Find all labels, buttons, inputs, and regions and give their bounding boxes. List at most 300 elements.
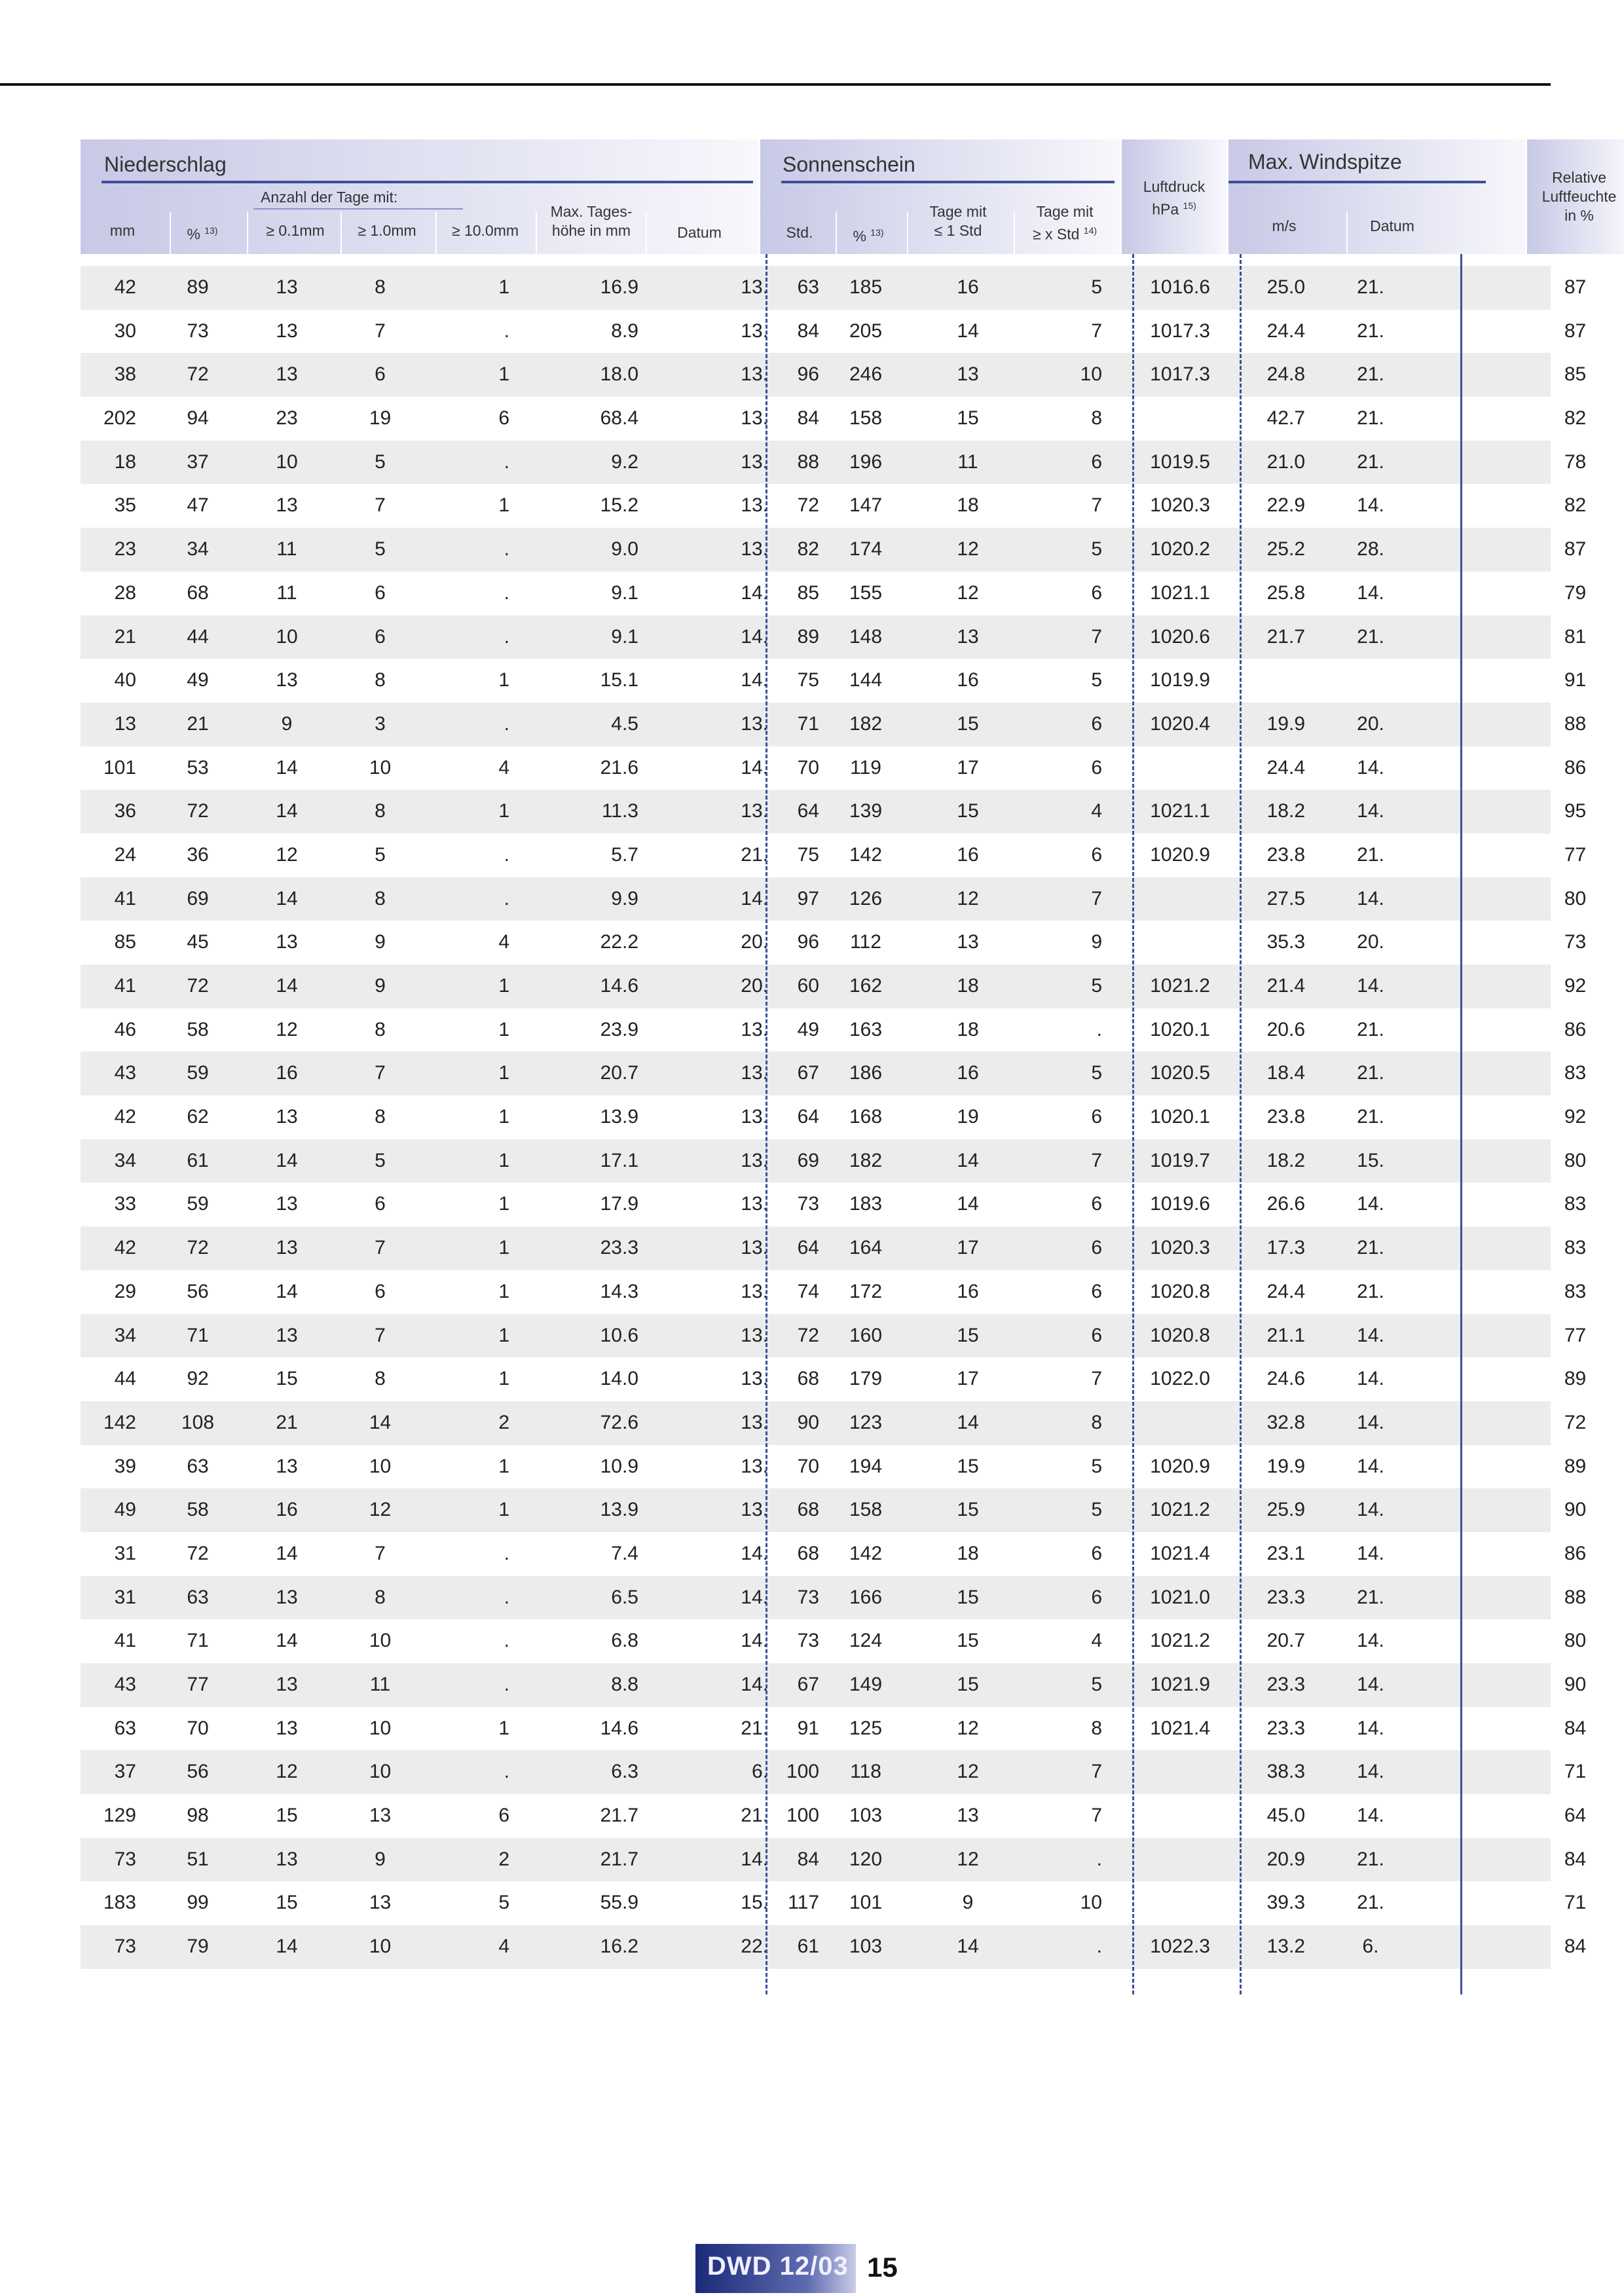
- cell-max-tageshoehe: 68.4: [600, 407, 638, 430]
- cell-tage-gexstd: 8: [1091, 1717, 1102, 1739]
- cell-mm: 129: [103, 1805, 136, 1827]
- group-title-windspitze: Max. Windspitze: [1248, 150, 1402, 174]
- cell-luftdruck: 1021.2: [1150, 1499, 1210, 1521]
- cell-mm: 31: [114, 1586, 136, 1608]
- cell-tage-le1std: 14: [957, 1936, 979, 1958]
- cell-tage-gexstd: 7: [1091, 1761, 1102, 1783]
- cell-tage-ge100: .: [504, 1586, 509, 1608]
- table-row: [81, 1838, 1587, 1882]
- cell-datum: 6.: [751, 1761, 768, 1783]
- cell-tage-gexstd: 7: [1091, 1805, 1102, 1827]
- cell-sonne-std: 73: [797, 1193, 819, 1215]
- table-row: [81, 572, 1587, 615]
- cell-tage-ge10: 10: [369, 1717, 392, 1739]
- cell-pct: 44: [187, 625, 209, 648]
- cell-wind-datum: 21.: [1357, 363, 1384, 386]
- cell-wind-datum: 14.: [1357, 887, 1384, 909]
- cell-tage-gexstd: 6: [1091, 1106, 1102, 1128]
- cell-sonne-pct: 139: [849, 800, 883, 822]
- cell-tage-ge01: 12: [276, 1761, 298, 1783]
- cell-pct: 21: [187, 712, 209, 735]
- cell-sonne-pct: 160: [849, 1324, 883, 1346]
- cell-wind-datum: 14.: [1357, 1717, 1384, 1739]
- cell-datum: 14.: [741, 1848, 768, 1870]
- cell-rel-feuchte: 84: [1564, 1848, 1587, 1870]
- cell-wind-ms: 25.9: [1266, 1499, 1305, 1521]
- cell-rel-feuchte: 85: [1564, 363, 1587, 386]
- cell-luftdruck: 1020.1: [1150, 1106, 1210, 1128]
- cell-wind-datum: 20.: [1357, 931, 1384, 953]
- group-title-sonnenschein: Sonnenschein: [783, 153, 915, 176]
- cell-max-tageshoehe: 15.1: [600, 669, 638, 691]
- cell-luftdruck: 1021.9: [1150, 1674, 1210, 1695]
- cell-tage-le1std: 14: [957, 320, 979, 342]
- cell-sonne-pct: 196: [849, 450, 883, 473]
- cell-sonne-std: 60: [797, 975, 819, 997]
- table-row: [81, 1663, 1587, 1707]
- cell-max-tageshoehe: 15.2: [600, 494, 638, 517]
- cell-max-tageshoehe: 8.8: [611, 1674, 638, 1695]
- cell-mm: 37: [114, 1761, 136, 1783]
- cell-sonne-std: 96: [797, 363, 819, 386]
- cell-tage-ge10: 10: [369, 1761, 392, 1783]
- cell-tage-ge01: 13: [276, 1193, 298, 1215]
- cell-tage-gexstd: 7: [1091, 1149, 1102, 1171]
- col-header-ms: m/s: [1272, 217, 1297, 234]
- table-row: [81, 1008, 1587, 1052]
- cell-tage-ge100: 1: [498, 494, 509, 517]
- cell-rel-feuchte: 81: [1564, 625, 1587, 648]
- cell-pct: 69: [187, 887, 209, 909]
- cell-datum: 22.: [741, 1936, 768, 1958]
- cell-tage-ge01: 14: [276, 756, 298, 779]
- cell-rel-feuchte: 87: [1564, 276, 1587, 298]
- cell-mm: 202: [103, 407, 136, 430]
- cell-wind-datum: 21.: [1357, 1280, 1384, 1302]
- cell-luftdruck: 1021.1: [1150, 581, 1210, 604]
- cell-sonne-pct: 182: [849, 712, 883, 735]
- header-divider: [170, 211, 171, 254]
- cell-tage-ge100: .: [504, 887, 509, 909]
- dwd-issue-mark: DWD 12/03: [707, 2252, 849, 2281]
- cell-datum: 21.: [741, 1805, 768, 1827]
- cell-max-tageshoehe: 8.9: [611, 320, 638, 342]
- cell-tage-ge10: 14: [369, 1411, 392, 1433]
- cell-max-tageshoehe: 9.1: [611, 581, 638, 604]
- cell-tage-le1std: 11: [957, 450, 978, 473]
- cell-pct: 58: [187, 1018, 209, 1040]
- cell-mm: 38: [114, 363, 136, 386]
- cell-datum: 13.: [741, 276, 768, 298]
- cell-max-tageshoehe: 14.6: [600, 975, 638, 997]
- cell-tage-ge100: 1: [498, 363, 509, 386]
- cell-pct: 108: [181, 1411, 215, 1433]
- cell-tage-ge10: 8: [375, 800, 386, 822]
- cell-rel-feuchte: 91: [1564, 669, 1587, 691]
- cell-wind-ms: 13.2: [1266, 1936, 1305, 1958]
- cell-max-tageshoehe: 17.9: [600, 1193, 638, 1215]
- cell-datum: 13.: [741, 1149, 768, 1171]
- cell-wind-ms: 20.7: [1266, 1630, 1305, 1652]
- cell-tage-ge10: 10: [369, 756, 392, 779]
- cell-sonne-std: 89: [797, 625, 819, 648]
- cell-tage-ge10: 7: [375, 494, 386, 517]
- cell-pct: 34: [187, 538, 209, 560]
- cell-sonne-std: 68: [797, 1499, 819, 1521]
- cell-tage-gexstd: 7: [1091, 1368, 1102, 1390]
- cell-datum: 13.: [741, 712, 768, 735]
- cell-pct: 68: [187, 581, 209, 604]
- cell-tage-ge100: 2: [498, 1848, 509, 1870]
- cell-tage-le1std: 14: [957, 1193, 979, 1215]
- cell-luftdruck: 1021.1: [1150, 800, 1210, 822]
- cell-luftdruck: 1020.1: [1150, 1018, 1210, 1040]
- cell-tage-ge10: 5: [375, 538, 386, 560]
- cell-max-tageshoehe: 4.5: [611, 712, 638, 735]
- cell-tage-ge10: 7: [375, 1237, 386, 1259]
- cell-sonne-std: 84: [797, 407, 819, 430]
- cell-tage-ge01: 15: [276, 1892, 298, 1914]
- cell-tage-ge01: 15: [276, 1368, 298, 1390]
- top-rule: [0, 83, 1551, 86]
- table-row: [81, 1270, 1587, 1314]
- cell-sonne-pct: 158: [849, 1499, 883, 1521]
- cell-rel-feuchte: 86: [1564, 1542, 1587, 1564]
- cell-tage-ge01: 13: [276, 494, 298, 517]
- cell-sonne-std: 73: [797, 1630, 819, 1652]
- cell-tage-le1std: 15: [957, 1674, 979, 1695]
- cell-sonne-pct: 119: [850, 756, 881, 779]
- cell-rel-feuchte: 77: [1564, 1324, 1587, 1346]
- cell-wind-ms: 18.2: [1266, 800, 1305, 822]
- cell-tage-ge01: 13: [276, 320, 298, 342]
- col-header-tage2: Tage mit ≥ x Std $^{14)}$: [1032, 203, 1098, 243]
- col-header-ge10: ≥ 1.0mm: [358, 222, 416, 239]
- cell-sonne-std: 75: [797, 669, 819, 691]
- cell-datum: 13.: [741, 1237, 768, 1259]
- cell-tage-ge01: 12: [276, 843, 298, 866]
- cell-datum: 13.: [741, 1193, 768, 1215]
- cell-sonne-std: 64: [797, 1106, 819, 1128]
- col-header-feuchte: Relative Luftfeuchte in %: [1541, 169, 1617, 224]
- cell-mm: 49: [114, 1499, 136, 1521]
- cell-luftdruck: 1019.9: [1150, 669, 1210, 691]
- cell-max-tageshoehe: 11.3: [601, 800, 638, 822]
- cell-tage-le1std: 17: [957, 1368, 979, 1390]
- cell-tage-ge100: 1: [498, 1280, 509, 1302]
- cell-pct: 92: [187, 1368, 209, 1390]
- cell-luftdruck: 1020.8: [1150, 1324, 1210, 1346]
- cell-max-tageshoehe: 20.7: [600, 1062, 638, 1084]
- cell-tage-le1std: 15: [957, 1630, 979, 1652]
- cell-rel-feuchte: 87: [1564, 538, 1587, 560]
- cell-sonne-pct: 120: [849, 1848, 883, 1870]
- cell-max-tageshoehe: 17.1: [600, 1149, 638, 1171]
- cell-tage-gexstd: 8: [1091, 407, 1102, 430]
- cell-tage-ge01: 10: [276, 450, 298, 473]
- cell-pct: 72: [187, 975, 209, 997]
- cell-wind-ms: 23.3: [1266, 1717, 1305, 1739]
- cell-mm: 30: [114, 320, 136, 342]
- cell-rel-feuchte: 72: [1564, 1411, 1587, 1433]
- cell-pct: 89: [187, 276, 209, 298]
- cell-tage-le1std: 16: [957, 276, 979, 298]
- cell-tage-le1std: 13: [957, 931, 979, 953]
- col-header-pct: % $^{13)}$: [187, 225, 218, 243]
- cell-pct: 59: [187, 1062, 209, 1084]
- cell-sonne-pct: 179: [849, 1368, 883, 1390]
- cell-tage-ge10: 6: [375, 1280, 386, 1302]
- cell-tage-gexstd: 5: [1091, 1674, 1102, 1695]
- cell-datum: 13.: [741, 1018, 768, 1040]
- cell-max-tageshoehe: 18.0: [600, 363, 638, 386]
- cell-rel-feuchte: 95: [1564, 800, 1587, 822]
- cell-sonne-pct: 183: [849, 1193, 883, 1215]
- cell-tage-ge10: 8: [375, 1018, 386, 1040]
- cell-tage-ge10: 7: [375, 1324, 386, 1346]
- cell-max-tageshoehe: 21.6: [600, 756, 638, 779]
- cell-tage-gexstd: 6: [1091, 756, 1102, 779]
- cell-tage-le1std: 18: [957, 1542, 979, 1564]
- cell-max-tageshoehe: 5.7: [611, 843, 638, 866]
- cell-tage-ge100: .: [504, 712, 509, 735]
- cell-rel-feuchte: 64: [1564, 1805, 1587, 1827]
- cell-sonne-std: 88: [797, 450, 819, 473]
- cell-tage-ge100: 1: [498, 276, 509, 298]
- anzahl-tage-rule: [253, 208, 463, 210]
- cell-wind-datum: 14.: [1357, 1805, 1384, 1827]
- cell-tage-gexstd: 6: [1091, 1237, 1102, 1259]
- cell-luftdruck: 1020.2: [1150, 538, 1210, 560]
- cell-tage-ge100: .: [504, 1674, 509, 1695]
- cell-tage-le1std: 15: [957, 1455, 979, 1477]
- cell-tage-ge10: 9: [375, 975, 386, 997]
- cell-datum: 13.: [741, 1106, 768, 1128]
- cell-tage-ge100: .: [504, 843, 509, 866]
- header-luftdruck: [1122, 139, 1227, 254]
- cell-mm: 63: [114, 1717, 136, 1739]
- cell-tage-ge01: 23: [276, 407, 298, 430]
- cell-tage-gexstd: 8: [1091, 1411, 1102, 1433]
- cell-luftdruck: 1020.6: [1150, 625, 1210, 648]
- table-row: [81, 834, 1587, 877]
- cell-wind-datum: 21.: [1357, 1848, 1384, 1870]
- cell-rel-feuchte: 73: [1564, 931, 1587, 953]
- table-row: [81, 397, 1587, 441]
- cell-datum: 14.: [741, 669, 768, 691]
- cell-mm: 73: [114, 1848, 136, 1870]
- table-row: [81, 266, 1587, 310]
- cell-wind-ms: 39.3: [1266, 1892, 1305, 1914]
- cell-tage-ge100: .: [504, 625, 509, 648]
- cell-tage-ge01: 13: [276, 1848, 298, 1870]
- cell-tage-ge10: 7: [375, 320, 386, 342]
- cell-wind-datum: 14.: [1357, 1324, 1384, 1346]
- table-row: [81, 877, 1587, 921]
- cell-tage-ge01: 21: [276, 1411, 298, 1433]
- cell-wind-datum: 21.: [1357, 450, 1384, 473]
- cell-tage-ge01: 13: [276, 1674, 298, 1695]
- cell-sonne-std: 68: [797, 1542, 819, 1564]
- cell-sonne-pct: 168: [849, 1106, 883, 1128]
- cell-wind-datum: 21.: [1357, 1018, 1384, 1040]
- cell-tage-gexstd: 7: [1091, 887, 1102, 909]
- cell-wind-ms: 18.2: [1266, 1149, 1305, 1171]
- cell-tage-ge100: 1: [498, 1368, 509, 1390]
- cell-mm: 33: [114, 1193, 136, 1215]
- header-sonnenschein: [760, 139, 1120, 254]
- cell-tage-ge100: 1: [498, 1018, 509, 1040]
- cell-luftdruck: 1019.6: [1150, 1193, 1210, 1215]
- cell-tage-le1std: 14: [957, 1411, 979, 1433]
- cell-sonne-pct: 142: [849, 1542, 883, 1564]
- cell-pct: 63: [187, 1455, 209, 1477]
- cell-rel-feuchte: 88: [1564, 712, 1587, 735]
- cell-mm: 43: [114, 1674, 136, 1695]
- cell-wind-datum: 21.: [1357, 1237, 1384, 1259]
- cell-datum: 15.: [741, 1892, 768, 1914]
- cell-mm: 34: [114, 1149, 136, 1171]
- cell-tage-ge10: 13: [369, 1892, 392, 1914]
- cell-tage-ge10: 8: [375, 1586, 386, 1608]
- cell-max-tageshoehe: 21.7: [600, 1848, 638, 1870]
- col-header-mm: mm: [109, 222, 136, 239]
- cell-max-tageshoehe: 13.9: [600, 1106, 638, 1128]
- cell-tage-ge100: 5: [498, 1892, 509, 1914]
- cell-tage-ge10: 8: [375, 1368, 386, 1390]
- cell-luftdruck: 1021.4: [1150, 1717, 1210, 1739]
- cell-rel-feuchte: 84: [1564, 1936, 1587, 1958]
- table-row: [81, 1314, 1587, 1358]
- cell-datum: 13.: [741, 450, 768, 473]
- cell-wind-datum: 21.: [1357, 625, 1384, 648]
- cell-tage-ge10: 6: [375, 625, 386, 648]
- cell-tage-le1std: 13: [957, 625, 979, 648]
- col-header-pct2: % $^{13)}$: [853, 227, 884, 245]
- cell-rel-feuchte: 83: [1564, 1237, 1587, 1259]
- cell-tage-ge01: 13: [276, 1717, 298, 1739]
- cell-wind-ms: 23.3: [1266, 1586, 1305, 1608]
- cell-tage-le1std: 19: [957, 1106, 979, 1128]
- cell-wind-datum: 14.: [1357, 581, 1384, 604]
- cell-sonne-pct: 186: [849, 1062, 883, 1084]
- cell-tage-ge10: 13: [369, 1805, 392, 1827]
- cell-max-tageshoehe: 14.3: [600, 1280, 638, 1302]
- group-rule: [1228, 181, 1486, 183]
- group-rule: [101, 181, 753, 183]
- cell-max-tageshoehe: 72.6: [600, 1411, 638, 1433]
- cell-tage-ge100: 4: [498, 756, 509, 779]
- cell-wind-ms: 18.4: [1266, 1062, 1305, 1084]
- cell-pct: 45: [187, 931, 209, 953]
- header-divider: [247, 211, 248, 254]
- cell-pct: 72: [187, 363, 209, 386]
- cell-wind-datum: 14.: [1357, 800, 1384, 822]
- cell-sonne-std: 82: [797, 538, 819, 560]
- cell-tage-gexstd: 5: [1091, 1062, 1102, 1084]
- cell-rel-feuchte: 87: [1564, 320, 1587, 342]
- cell-luftdruck: 1020.4: [1150, 712, 1210, 735]
- cell-wind-ms: 22.9: [1266, 494, 1305, 517]
- cell-wind-datum: 14.: [1357, 1455, 1384, 1477]
- cell-wind-datum: 14.: [1357, 1499, 1384, 1521]
- cell-tage-ge10: 5: [375, 1149, 386, 1171]
- cell-datum: 21.: [741, 843, 768, 866]
- cell-pct: 56: [187, 1761, 209, 1783]
- cell-mm: 44: [114, 1368, 136, 1390]
- cell-rel-feuchte: 88: [1564, 1586, 1587, 1608]
- cell-max-tageshoehe: 9.2: [611, 450, 638, 473]
- cell-tage-ge10: 10: [369, 1936, 392, 1958]
- cell-wind-datum: 14.: [1357, 756, 1384, 779]
- cell-tage-ge01: 14: [276, 887, 298, 909]
- cell-sonne-pct: 148: [849, 625, 883, 648]
- cell-rel-feuchte: 78: [1564, 450, 1587, 473]
- cell-wind-ms: 35.3: [1266, 931, 1305, 953]
- cell-tage-ge01: 14: [276, 1280, 298, 1302]
- cell-tage-ge01: 9: [281, 712, 293, 735]
- cell-sonne-std: 49: [797, 1018, 819, 1040]
- header-divider: [907, 211, 908, 254]
- table-row: [81, 1750, 1587, 1794]
- cell-mm: 42: [114, 276, 136, 298]
- cell-luftdruck: 1017.3: [1150, 320, 1210, 342]
- cell-wind-ms: 26.6: [1266, 1193, 1305, 1215]
- cell-mm: 41: [114, 975, 136, 997]
- cell-tage-gexstd: 10: [1080, 1892, 1102, 1914]
- cell-tage-le1std: 12: [957, 581, 979, 604]
- cell-rel-feuchte: 90: [1564, 1674, 1587, 1695]
- cell-mm: 41: [114, 1630, 136, 1652]
- header-divider: [1014, 211, 1015, 254]
- cell-pct: 63: [187, 1586, 209, 1608]
- cell-pct: 58: [187, 1499, 209, 1521]
- table-row: [81, 790, 1587, 834]
- cell-datum: 13.: [741, 800, 768, 822]
- cell-datum: 13.: [741, 1280, 768, 1302]
- cell-wind-datum: 21.: [1357, 276, 1384, 298]
- cell-mm: 73: [114, 1936, 136, 1958]
- cell-datum: 14.: [741, 1542, 768, 1564]
- cell-datum: 14.: [741, 1630, 768, 1652]
- header-divider: [1346, 211, 1348, 254]
- cell-rel-feuchte: 89: [1564, 1455, 1587, 1477]
- cell-mm: 36: [114, 800, 136, 822]
- cell-sonne-std: 61: [797, 1936, 819, 1958]
- cell-mm: 13: [114, 712, 136, 735]
- cell-luftdruck: 1021.2: [1150, 975, 1210, 997]
- cell-sonne-pct: 142: [849, 843, 883, 866]
- cell-sonne-std: 100: [786, 1761, 819, 1783]
- cell-luftdruck: 1020.9: [1150, 843, 1210, 866]
- cell-sonne-pct: 149: [849, 1674, 883, 1695]
- cell-sonne-std: 117: [788, 1892, 819, 1914]
- cell-max-tageshoehe: 16.2: [600, 1936, 638, 1958]
- cell-wind-ms: 27.5: [1266, 887, 1305, 909]
- cell-tage-ge10: 5: [375, 450, 386, 473]
- cell-tage-gexstd: 6: [1091, 843, 1102, 866]
- cell-sonne-pct: 126: [849, 887, 883, 909]
- cell-luftdruck: 1017.3: [1150, 363, 1210, 386]
- cell-tage-ge01: 11: [276, 538, 297, 560]
- cell-tage-ge10: 19: [369, 407, 392, 430]
- cell-pct: 59: [187, 1193, 209, 1215]
- cell-tage-ge01: 13: [276, 1324, 298, 1346]
- cell-wind-ms: 21.7: [1266, 625, 1305, 648]
- cell-luftdruck: 1019.5: [1150, 450, 1210, 473]
- cell-sonne-pct: 205: [849, 320, 883, 342]
- cell-sonne-std: 64: [797, 800, 819, 822]
